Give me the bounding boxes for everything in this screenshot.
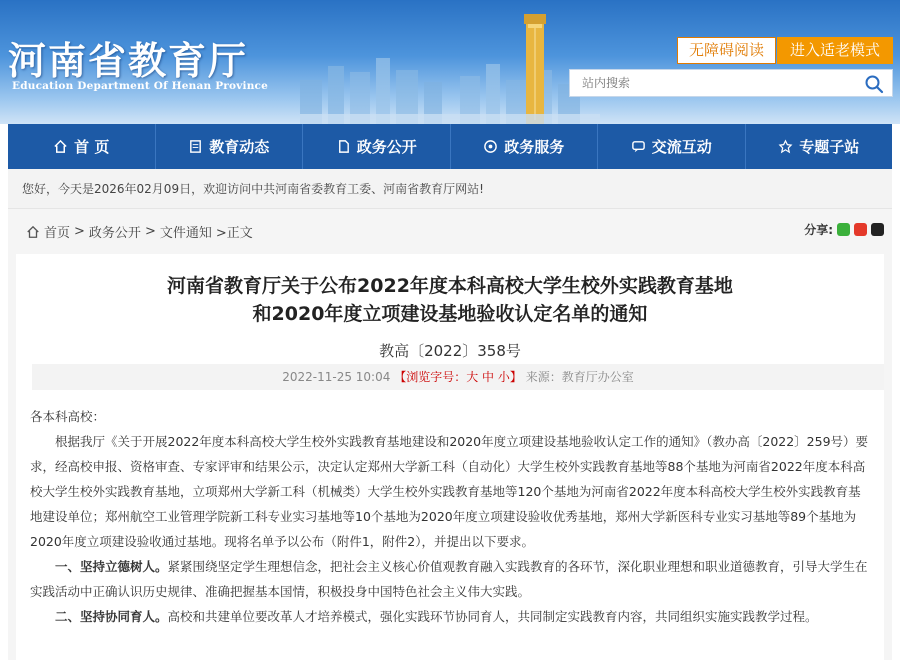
paragraph: 根据我厅《关于开展2022年度本科高校大学生校外实践教育基地建设和2020年度立项建设基地验收认定工作的通知》（教办高〔2022〕259号）要求，经高校申报、资格审查、专家评审和结果公示，决定认定郑州大学新工科（自动化）大学生校外实践教育基地等88个基地为河南省2022年度本科高校大学生校外实践教育基地，立项郑州大学新工科（机械类）大学生校外实践教育基地等120个基地为河南省2022年度本科高校大学生校外实践教育基地建设单位；郑州航空工业管理学院新工科专业实习基地等10个基地为2020年度立项建设验收优秀基地，郑州大学新医科专业实习基地等89个基地为2020年度立项建设验收通过基地。现将名单予以公布（附件1，附件2），并提出以下要求。 bbox=[30, 434, 869, 549]
search-input[interactable] bbox=[570, 70, 850, 96]
nav-item-special-topics[interactable] bbox=[746, 124, 893, 169]
site-logo-subtitle: Education Department Of Henan Province bbox=[12, 80, 269, 92]
content-area bbox=[8, 209, 892, 660]
nav-item-government-affairs[interactable] bbox=[303, 124, 451, 169]
document-number: 教高〔2022〕358号 bbox=[379, 342, 521, 360]
article-title-line2: 和2020年度立项建设基地验收认定名单的通知 bbox=[252, 303, 648, 325]
breadcrumb-government-link[interactable]: 政务公开 bbox=[88, 226, 141, 241]
paragraph bbox=[30, 554, 870, 604]
breadcrumb-bar bbox=[8, 209, 892, 251]
nav-label: 交流互动 bbox=[651, 138, 712, 156]
article-body bbox=[30, 404, 870, 629]
section-heading: 一、坚持立德树人。 bbox=[55, 559, 168, 574]
nav-item-home[interactable] bbox=[8, 124, 156, 169]
share-bar bbox=[804, 221, 884, 238]
search-icon[interactable] bbox=[864, 74, 884, 94]
section-text: 紧紧围绕坚定学生理想信念，把社会主义核心价值观教育融入实践教育的各环节，深化职业理想和职业道德教育，引导大学生在实践活动中正确认识历史规律、准确把握基本国情，积极投身中国特色社会主义伟大实践。 bbox=[30, 559, 868, 599]
weibo-share-icon[interactable] bbox=[854, 223, 867, 236]
nav-label: 教育动态 bbox=[209, 138, 270, 156]
welcome-message: 您好，今天是2026年02月09日，欢迎访问中共河南省委教育工委、河南省教育厅网站! bbox=[8, 169, 892, 209]
breadcrumb-home-link[interactable]: 首页 bbox=[44, 226, 71, 241]
home-icon bbox=[26, 225, 40, 239]
breadcrumb-separator: > bbox=[144, 224, 156, 239]
nav-label: 政务公开 bbox=[356, 138, 417, 156]
font-size-small[interactable]: 小 bbox=[497, 370, 510, 384]
article-title: 河南省教育厅关于公布2022年度本科高校大学生校外实践教育基地 bbox=[167, 275, 733, 297]
main-nav bbox=[8, 124, 892, 169]
article-meta bbox=[32, 364, 884, 390]
wechat-share-icon[interactable] bbox=[837, 223, 850, 236]
site-header bbox=[0, 0, 900, 124]
share-label: 分享: bbox=[804, 223, 833, 237]
nav-item-interaction[interactable] bbox=[598, 124, 746, 169]
breadcrumb-notices-link[interactable]: 文件通知 bbox=[159, 226, 212, 241]
nav-label: 政务服务 bbox=[504, 138, 565, 156]
nav-item-government-services[interactable] bbox=[451, 124, 599, 169]
paragraph bbox=[30, 604, 870, 629]
article bbox=[16, 254, 884, 660]
publish-date: 2022-11-25 10:04 bbox=[282, 370, 391, 384]
accessible-reading-button[interactable]: 无障碍阅读 bbox=[677, 37, 776, 64]
file-icon bbox=[336, 139, 351, 154]
document-icon bbox=[188, 139, 203, 154]
service-icon bbox=[483, 139, 498, 154]
elderly-mode-button[interactable]: 进入适老模式 bbox=[777, 37, 893, 64]
nav-label: 首 页 bbox=[74, 138, 110, 156]
font-size-close: 】 bbox=[509, 370, 522, 384]
breadcrumb-separator: > bbox=[74, 224, 85, 239]
font-size-label: 【浏览字号： bbox=[394, 370, 467, 384]
site-logo-title[interactable]: 河南省教育厅 bbox=[8, 38, 249, 83]
nav-label: 专题子站 bbox=[799, 138, 860, 156]
chat-icon bbox=[631, 139, 646, 154]
salutation: 各本科高校： bbox=[30, 409, 106, 424]
font-size-medium[interactable]: 中 bbox=[482, 370, 495, 384]
article-source: 来源：教育厅办公室 bbox=[525, 370, 634, 384]
city-skyline-banner bbox=[300, 10, 600, 124]
section-text: 高校和共建单位要改革人才培养模式，强化实践环节协同育人，共同制定实践教育内容，共同组织实施实践教学过程。 bbox=[167, 609, 818, 624]
font-size-large[interactable]: 大 bbox=[466, 370, 479, 384]
topic-icon bbox=[778, 139, 793, 154]
breadcrumb bbox=[26, 222, 253, 241]
site-search-box bbox=[569, 69, 893, 97]
nav-item-education-news[interactable] bbox=[156, 124, 304, 169]
breadcrumb-current: >正文 bbox=[215, 226, 253, 241]
home-icon bbox=[53, 139, 68, 154]
section-heading: 二、坚持协同育人。 bbox=[55, 609, 168, 624]
qq-share-icon[interactable] bbox=[871, 223, 884, 236]
